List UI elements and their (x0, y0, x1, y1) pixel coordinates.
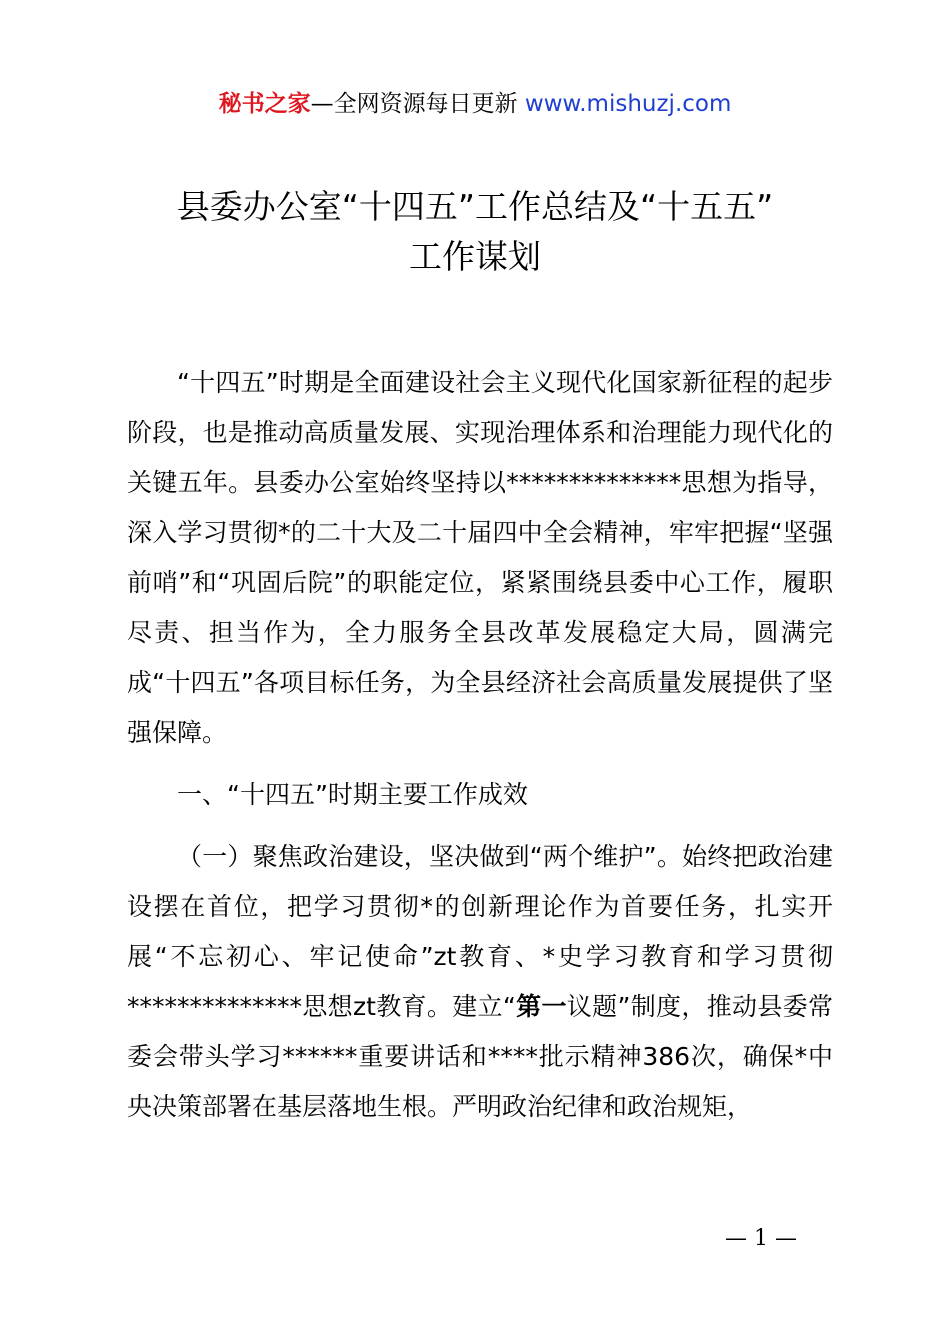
site-brand: 秘书之家 (218, 91, 311, 117)
site-tagline: —全网资源每日更新 (310, 91, 518, 117)
intro-paragraph: “十四五”时期是全面建设社会主义现代化国家新征程的起步阶段，也是推动高质量发展、实现治理体系和治理能力现代化的关键五年。县委办公室始终坚持以**************思想为指导，深入学习贯彻*的二十大及二十届四中全会精神，牢牢把握“坚强前哨”和“巩固后院”的职能定位，紧紧围绕县委中心工作，履职尽责、担当作为，全力服务全县改革发展稳定大局，圆满完成“十四五”各项目标任务，为全县经济社会高质量发展提供了坚强保障。 (127, 368, 833, 747)
subsection-bold-text: 第一 (515, 992, 567, 1021)
page-number: — 1 — (725, 1226, 797, 1251)
site-header (0, 86, 950, 122)
section-heading-1: 一、“十四五”时期主要工作成效 (177, 780, 528, 809)
title-line-1: 县委办公室“十四五”工作总结及“十五五” (176, 187, 774, 226)
title-line-2: 工作谋划 (409, 237, 541, 276)
subsection-lead-text: （一）聚焦政治建设，坚决做到“两个维护”。始终把政治建设摆在首位，把学习贯彻*的创新理论作为首要任务，扎实开展“不忘初心、牢记使命”zt教育、*史学习教育和学习贯彻**************思想zt教育。建立“ (127, 842, 833, 1021)
subsection-rest-text: 议题”制度，推动县委常委会带头学习******重要讲话和****批示精神386次，确保*中央决策部署在基层落地生根。严明政治纪律和政治规矩， (127, 992, 833, 1121)
subsection-paragraph-1 (127, 832, 833, 1132)
document-body (127, 358, 833, 1132)
document-title (100, 182, 850, 282)
site-url-link[interactable]: www.mishuzj.com (524, 91, 732, 117)
